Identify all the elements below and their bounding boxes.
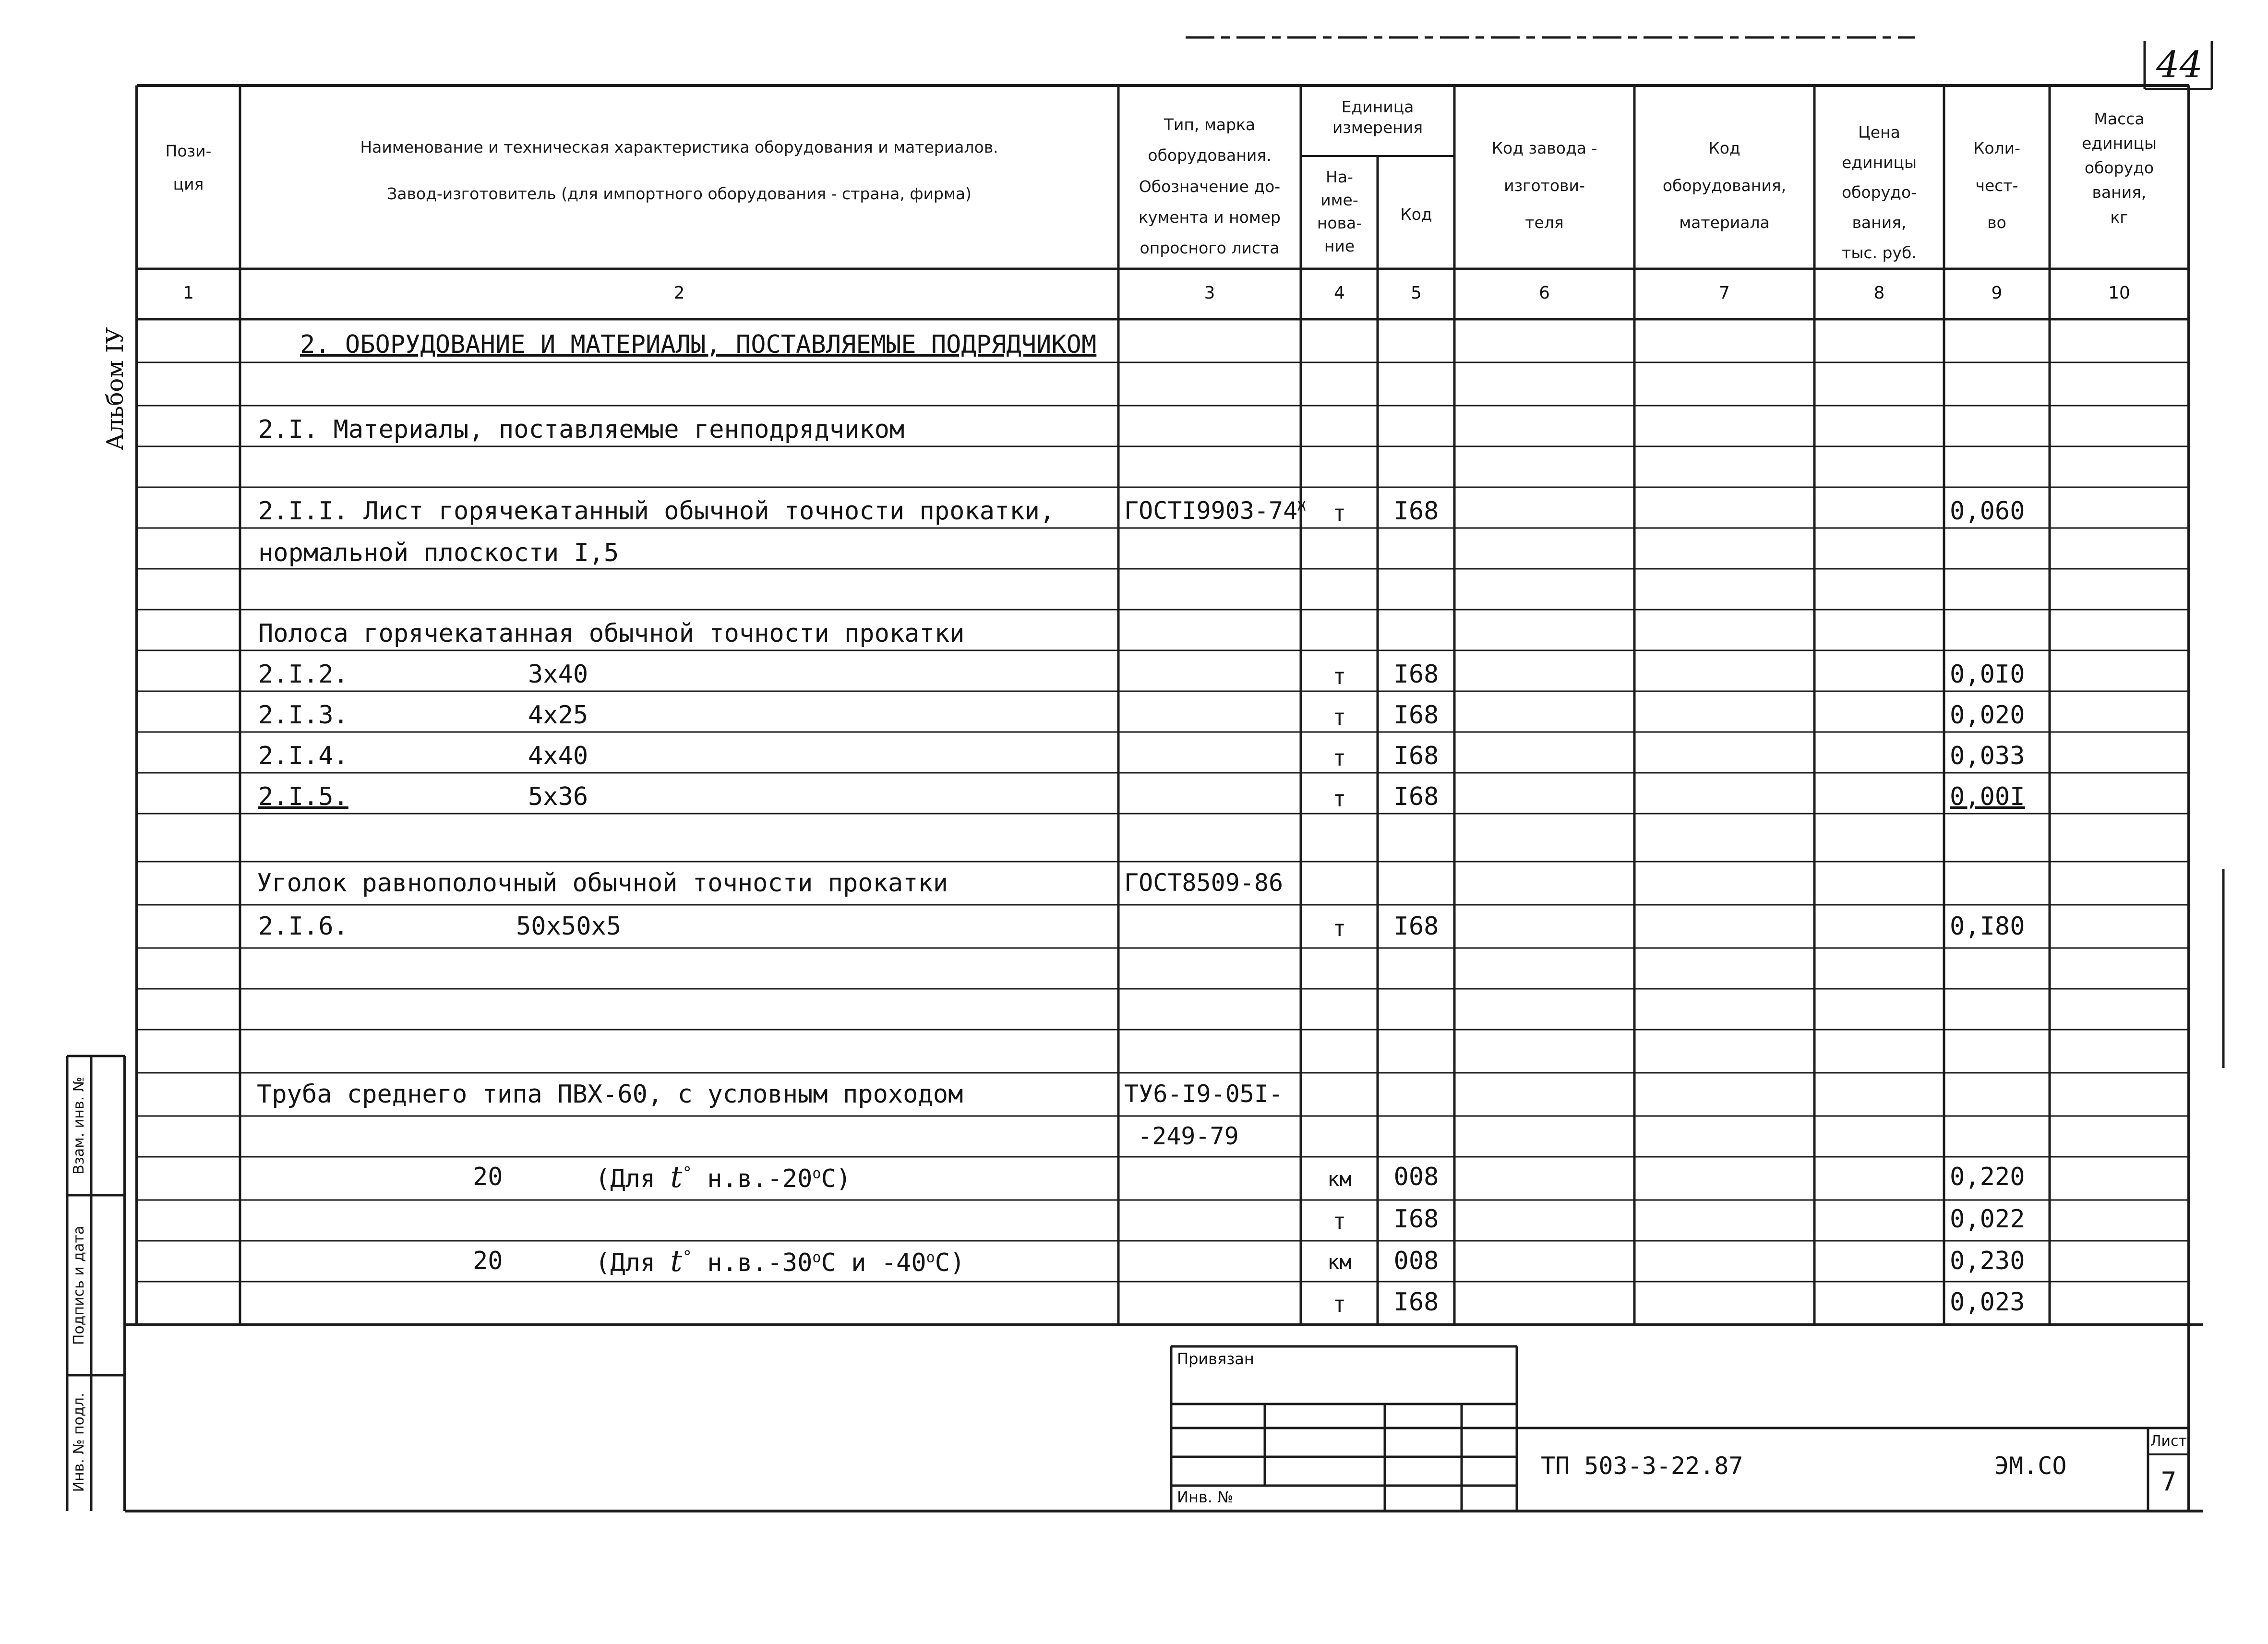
item-unit: т xyxy=(1332,786,1346,812)
item-qty: 0,I80 xyxy=(1950,912,2025,941)
section-code: ЭМ.СО xyxy=(1994,1452,2067,1480)
item-code: I68 xyxy=(1393,1205,1439,1234)
colnum-10: 10 xyxy=(2108,283,2130,303)
item-size: 3х40 xyxy=(528,660,588,689)
group-title: Труба среднего типа ПВХ-60, с условным проходом xyxy=(257,1080,963,1109)
header-quantity: Коли- чест- во xyxy=(1973,139,2021,232)
pipe-dn: 20 xyxy=(473,1163,503,1191)
item-code: I68 xyxy=(1393,742,1439,770)
header-name-line2: Завод-изготовитель (для импортного оборудования - страна, фирма) xyxy=(387,184,972,203)
side-field-replace-inv: Взам. инв. № xyxy=(71,1077,87,1175)
item-unit: т xyxy=(1332,745,1346,771)
item-size: 5х36 xyxy=(528,782,588,811)
item-pos: 2.I.5. xyxy=(258,782,348,811)
item-code: I68 xyxy=(1393,497,1439,526)
item-name-cont: нормальной плоскости I,5 xyxy=(258,539,619,567)
stamp-privyazan: Привязан xyxy=(1177,1350,1254,1368)
item-qty: 0,023 xyxy=(1950,1288,2025,1317)
item-code: I68 xyxy=(1393,1288,1439,1317)
colnum-8: 8 xyxy=(1873,283,1885,303)
item-doc-cont: -249-79 xyxy=(1138,1122,1239,1150)
item-code: I68 xyxy=(1393,912,1439,941)
header-equipment-code: Код оборудования, материала xyxy=(1662,139,1787,232)
header-position: Пози- ция xyxy=(165,142,212,194)
group-title: Уголок равнополочный обычной точности прокатки xyxy=(257,869,948,898)
item-code: I68 xyxy=(1393,660,1439,689)
item-unit: км xyxy=(1327,1250,1352,1274)
item-code: I68 xyxy=(1393,782,1439,811)
section-title: 2. ОБОРУДОВАНИЕ И МАТЕРИАЛЫ, ПОСТАВЛЯЕМЫЕ ПОДРЯДЧИКОМ xyxy=(300,330,1097,359)
header-mass: Масса единицы оборудо вания, кг xyxy=(2081,109,2157,227)
item-size: 4х25 xyxy=(528,701,588,730)
item-qty: 0,020 xyxy=(1950,701,2025,730)
item-pos: 2.I.3. xyxy=(258,701,348,730)
colnum-6: 6 xyxy=(1539,283,1550,303)
project-code: ТП 503-3-22.87 xyxy=(1541,1452,1743,1480)
stamp-inv: Инв. № xyxy=(1177,1488,1234,1506)
item-qty: 0,230 xyxy=(1950,1247,2025,1275)
album-label: Альбом IУ xyxy=(102,327,129,451)
header-unit: Единица измерения xyxy=(1332,97,1423,137)
item-unit: т xyxy=(1332,500,1346,526)
pipe-condition: (Для t° н.в.-20$^o$С) xyxy=(595,1159,852,1194)
header-type-doc: Тип, марка оборудования. Обозначение до- кумента и номер опросного листа xyxy=(1138,115,1281,258)
colnum-7: 7 xyxy=(1719,283,1730,303)
sheet-number: 7 xyxy=(2160,1466,2177,1497)
colnum-5: 5 xyxy=(1411,283,1422,303)
item-doc: ГОСТ8509-86 xyxy=(1124,869,1284,897)
colnum-2: 2 xyxy=(673,283,685,303)
colnum-9: 9 xyxy=(1991,283,2003,303)
pipe-condition: (Для t° н.в.-30$^o$С и -40$^o$С) xyxy=(595,1243,965,1278)
item-unit: т xyxy=(1332,1291,1346,1317)
item-unit: т xyxy=(1332,704,1346,730)
header-name-line1: Наименование и техническая характеристика оборудования и материалов. xyxy=(360,138,998,156)
item-code: I68 xyxy=(1393,701,1439,730)
item-doc: ТУ6-I9-05I- xyxy=(1124,1080,1284,1108)
item-qty: 0,033 xyxy=(1950,742,2025,770)
item-unit: т xyxy=(1332,663,1346,689)
group-title: Полоса горячекатанная обычной точности прокатки xyxy=(258,619,965,648)
item-qty: 0,022 xyxy=(1950,1205,2025,1234)
item-pos: 2.I.6. xyxy=(258,912,348,941)
item-size: 50х50х5 xyxy=(516,912,622,941)
sheet-marker: 44 xyxy=(2156,43,2203,86)
item-qty: 0,0I0 xyxy=(1950,660,2025,689)
subsection-title: 2.I. Материалы, поставляемые генподрядчиком xyxy=(258,415,905,444)
item-pos: 2.I.4. xyxy=(258,742,348,770)
colnum-1: 1 xyxy=(183,283,194,303)
item-name: 2.I.I. Лист горячекатанный обычной точности прокатки, xyxy=(258,497,1055,526)
item-qty: 0,220 xyxy=(1950,1163,2025,1191)
item-size: 4х40 xyxy=(528,742,588,770)
item-qty: 0,060 xyxy=(1950,497,2025,526)
item-doc: $ГОСТI9903-74^Ж$ xyxy=(1124,497,1306,525)
item-unit: т xyxy=(1332,915,1346,941)
item-code: 008 xyxy=(1393,1247,1439,1275)
sheet-label: Лист xyxy=(2150,1433,2187,1450)
header-price: Цена единицы оборудо- вания, тыс. руб. xyxy=(1841,123,1917,262)
item-unit: км xyxy=(1327,1167,1352,1191)
colnum-3: 3 xyxy=(1204,283,1215,303)
item-code: 008 xyxy=(1393,1163,1439,1191)
pipe-dn: 20 xyxy=(473,1247,503,1275)
header-unit-code: Код xyxy=(1400,205,1432,224)
item-unit: т xyxy=(1332,1208,1346,1234)
header-factory-code: Код завода - изготови- теля xyxy=(1491,139,1597,232)
item-pos: 2.I.2. xyxy=(258,660,348,689)
colnum-4: 4 xyxy=(1334,283,1345,303)
side-field-signature-date: Подпись и дата xyxy=(71,1225,87,1345)
side-field-inv-original: Инв. № подл. xyxy=(71,1392,87,1492)
item-qty: 0,00I xyxy=(1950,782,2025,811)
header-unit-name: На- име- нова- ние xyxy=(1317,168,1362,255)
